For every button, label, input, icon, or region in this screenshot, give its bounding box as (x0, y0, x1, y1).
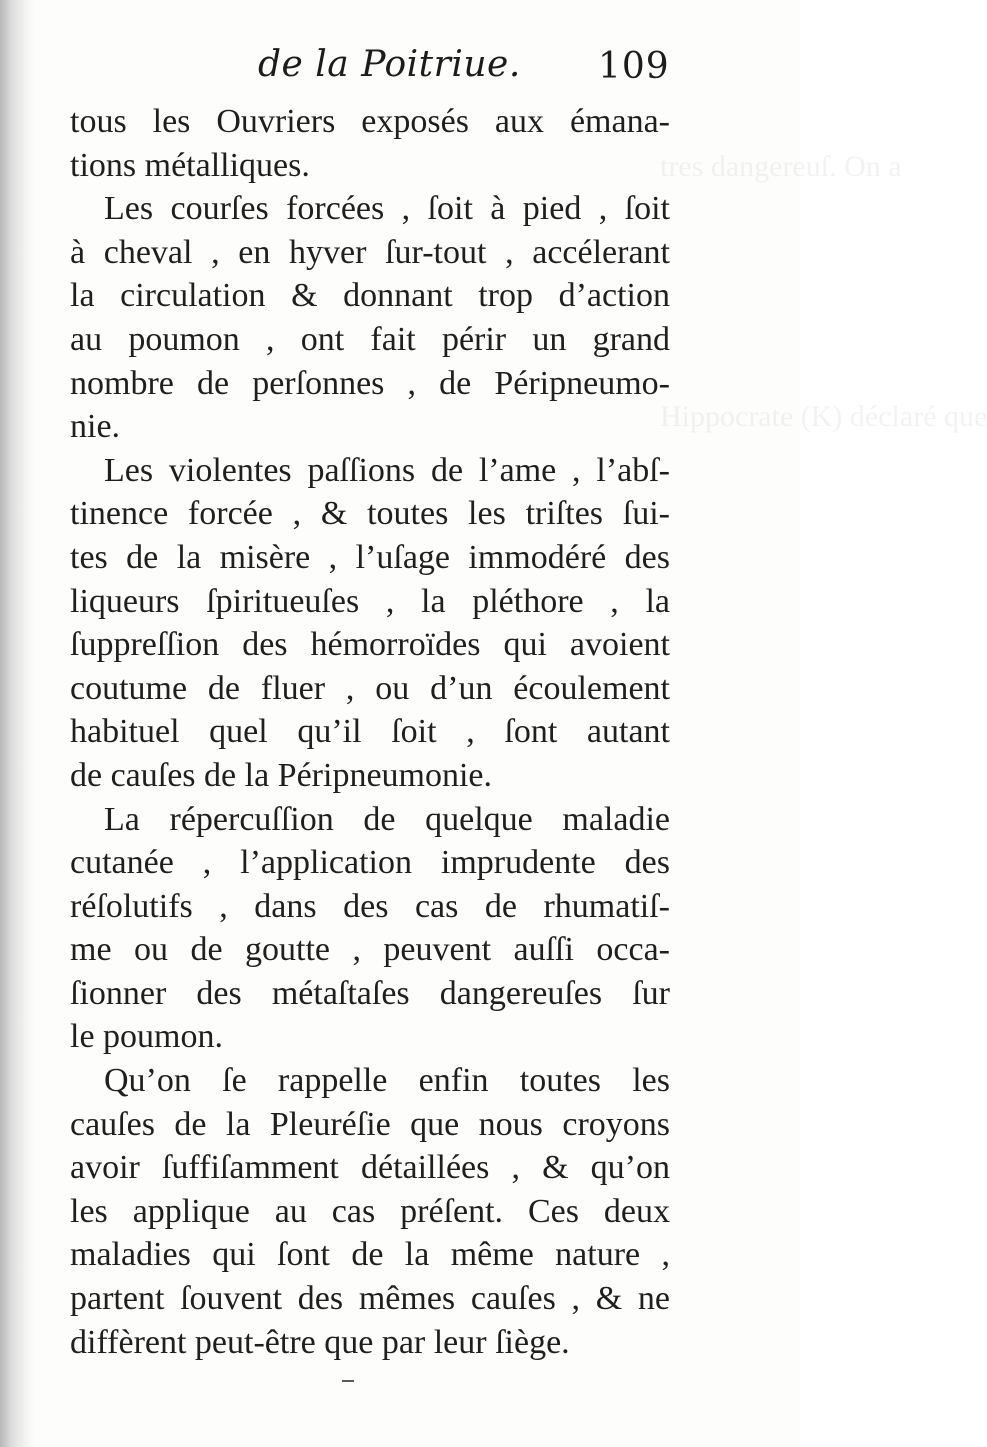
text-line: diffèrent peut-être que par leur ſiège. (70, 1323, 570, 1361)
text-line: liqueurs ſpiritueuſes , la pléthore , la (70, 582, 670, 620)
text-line: tions métalliques. (70, 146, 310, 184)
text-line: tes de la misère , l’uſage immodéré des (70, 538, 670, 576)
text-line: cutanée , l’application imprudente des (70, 844, 670, 882)
text-line: Qu’on ſe rappelle enfin toutes les (104, 1062, 670, 1100)
text-line: coutume de fluer , ou d’un écoulement (70, 669, 670, 707)
text-line: avoir ſuffiſamment détaillées , & qu’on (70, 1149, 670, 1187)
body-text (70, 100, 670, 1364)
text-line: réſolutifs , dans des cas de rhumatiſ- (70, 887, 670, 925)
text-line: le poumon. (70, 1018, 223, 1056)
text-line: la circulation & donnant trop d’action (70, 277, 670, 315)
gutter-shadow (0, 0, 34, 1447)
text-line: tous les Ouvriers exposés aux émana- (70, 103, 670, 140)
text-line: me ou de goutte , peuvent auſſi occa- (70, 931, 670, 969)
text-line: maladies qui ſont de la même nature , (70, 1236, 670, 1274)
running-title: de la Poitriue. (258, 44, 521, 85)
text-line: nie. (70, 408, 121, 446)
text-line: Les violentes paſſions de l’ame , l’abſ- (104, 451, 670, 489)
page-header (0, 44, 800, 94)
text-line: Les courſes forcées , ſoit à pied , ſoit (104, 190, 670, 228)
text-line: au poumon , ont fait périr un grand (70, 320, 670, 358)
show-through-text: Hippocrate (K) déclaré que (660, 400, 987, 433)
text-line: nombre de perſonnes , de Péripneumo- (70, 364, 670, 402)
text-line: cauſes de la Pleuréſie que nous croyons (70, 1105, 670, 1143)
footer-dash (342, 1380, 354, 1382)
text-line: La répercuſſion de quelque maladie (104, 800, 670, 838)
show-through-text: tres dangereuſ. On a (660, 150, 902, 183)
text-line: ſionner des métaſtaſes dangereuſes ſur (70, 974, 670, 1012)
text-line: de cauſes de la Péripneumonie. (70, 756, 493, 794)
text-line: à cheval , en hyver ſur-tout , accélerant (70, 233, 670, 271)
text-line: habituel quel qu’il ſoit , ſont autant (70, 713, 670, 751)
page-number: 109 (598, 46, 670, 87)
text-line: ſuppreſſion des hémorroïdes qui avoient (70, 626, 670, 664)
text-line: partent ſouvent des mêmes cauſes , & ne (70, 1280, 670, 1318)
text-line: les applique au cas préſent. Ces deux (70, 1192, 670, 1230)
text-line: tinence forcée , & toutes les triſtes ſui- (70, 495, 670, 533)
